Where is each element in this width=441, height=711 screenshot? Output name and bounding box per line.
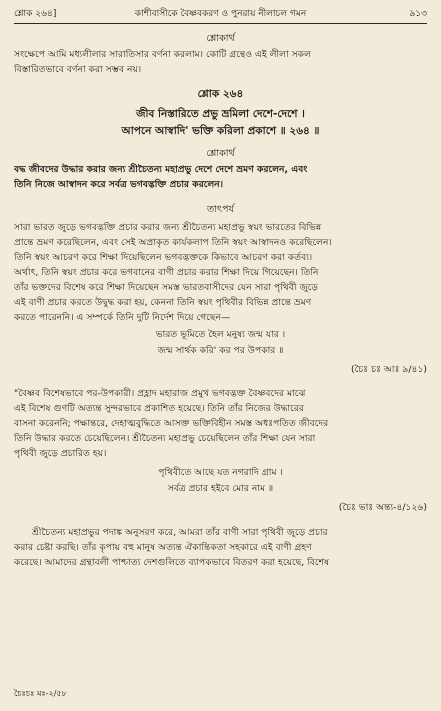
translation-heading-1: শ্লোকার্থ: [206, 33, 235, 44]
verse-text: [14, 106, 427, 140]
text-line: শ্রীচৈতন্য মহাপ্রভুর পদাঙ্ক অনুসরণ করে, আমরা তাঁর বাণী সারা পৃথিবী জুড়ে প্রচার: [32, 527, 328, 538]
purport-paragraph-1: [14, 220, 427, 325]
text-line: সারা ভারত জুড়ে ভগবদ্ভক্তি প্রচার করার জন্য শ্রীচৈতন্য মহাপ্রভু স্বয়ং ভারতের বিভিন্ন: [14, 222, 322, 233]
verse-heading: শ্লোক ২৬৪: [197, 88, 244, 100]
text-line: করার চেষ্টা করছি। তাঁর কৃপায় বহু মানুষ অত্যন্ত ঐকান্তিকতা সহকারে এই বাণী গ্রহণ: [14, 542, 312, 553]
running-header: [14, 6, 427, 22]
quote-block-2: [14, 465, 427, 497]
header-rule: [14, 23, 427, 24]
quote-line: জন্ম সার্থক করি' কর পর উপকার ॥: [157, 345, 284, 356]
text-line: তিনি স্বয়ং আচরণ করে শিক্ষা দিয়েছিলেন ভগবদ্ভক্তকে কিভাবে আচরণ করা কর্তব্য।: [14, 252, 313, 263]
text-line: করতে পারেননি। এ সম্পর্কে তিনি দুটি নির্দেশ দিয়ে গেছেন—: [14, 312, 231, 323]
text-line: বাসনা করেননি; পক্ষান্তরে, দেহাত্মবুদ্ধিতে আসক্ত ভক্তিবিহীন সমস্ত অধঃপতিত জীবদের: [14, 418, 329, 429]
purport-heading: তাৎপর্য: [207, 204, 234, 215]
text-line: করেছে। আমাদের গ্রন্থাবলী পাশ্চাত্য দেশগুলিতে ব্যাপকভাবে বিতরণ করা হয়েছে, বিশেষ: [14, 557, 330, 568]
signature-mark: চৈঃচঃ মঃ-২/৫৮: [14, 689, 67, 698]
text-line: বিস্তারিতভাবে বর্ণনা করা সম্ভব নয়।: [14, 64, 142, 75]
quote-block-1: [14, 327, 427, 359]
header-verse-ref: শ্লোক ২৬৪]: [14, 9, 57, 19]
text-line: বদ্ধ জীবদের উদ্ধার করার জন্য শ্রীচৈতন্য মহাপ্রভু দেশে দেশে ভ্রমণ করলেন, এবং: [14, 164, 308, 175]
text-line: প্রান্তে ভ্রমণ করেছিলেন, এবং সেই অপ্রাকৃত কার্যকলাপ তিনি স্বয়ং আস্বাদনও করেছিলেন।: [14, 237, 332, 248]
text-line: তাঁর ভক্তদের বিশেষ করে শিক্ষা দিয়েছেন সমস্ত ভারতবাসীদের যেন সারা পৃথিবী জুড়ে: [14, 282, 318, 293]
purport-paragraph-3: [14, 525, 427, 570]
page-number: ৯১৩: [409, 9, 427, 19]
text-line: এই বাণী প্রচার করতে উদ্বুদ্ধ করা হয়, কেননা তিনি স্বয়ং পৃথিবীর বিভিন্ন প্রান্তে ভ্রমণ: [14, 297, 312, 308]
translation-paragraph: [14, 162, 427, 192]
text-line: তিনি নিজে আস্বাদন করে সর্বত্র ভগবদ্ভক্তি প্রচার করলেন।: [14, 179, 224, 190]
quote-line: ভারত ভূমিতে হৈল মনুষ্য জন্ম যার ।: [155, 329, 286, 340]
header-chapter-title: কাশীবাসীকে বৈষ্ণবকরণ ও পুনরায় নীলাচল গমন: [134, 9, 307, 19]
summary-paragraph: [14, 47, 427, 77]
text-line: তিনি উদ্ধার করতে চেয়েছিলেন। শ্রীচৈতন্য মহাপ্রভু চেয়েছিলেন তাঁর শিক্ষা যেন সারা: [14, 433, 316, 444]
text-line: পৃথিবী জুড়ে প্রচারিত হয়।: [14, 448, 107, 459]
quote-line: সর্বত্র প্রচার হইবে মোর নাম ॥: [167, 483, 274, 494]
verse-line: জীব নিস্তারিতে প্রভু ভ্রমিলা দেশে-দেশে ।: [136, 108, 305, 120]
quote-reference-1: (চৈঃ চঃ আঃ ৯/৪১): [351, 364, 427, 375]
text-line: "বৈষ্ণব বিশেষভাবে পর-উপকারী। প্রহ্লাদ মহারাজ প্রমুখ ভগবদ্ভক্ত বৈষ্ণবদের মাঝে: [14, 388, 306, 399]
purport-paragraph-2: [14, 386, 427, 461]
text-line: এই বিশেষ গুণটি অত্যন্ত সুন্দরভাবে প্রকাশিত হয়েছে। তিনি তাঁর নিজের উদ্ধারের: [14, 403, 304, 414]
quote-reference-2: (চৈঃ ভাঃ অন্ত্য-৪/১২৬): [338, 502, 427, 513]
verse-line: আপনে আস্বাদি' ভক্তি করিলা প্রকাশে ॥ ২৬৪ ॥: [121, 125, 320, 137]
translation-heading-2: শ্লোকার্থ: [206, 148, 235, 159]
text-line: সংক্ষেপে আমি মধ্যলীলার সারাতিসার বর্ণনা করলাম। কোটি গ্রন্থেও এই লীলা সকল: [14, 49, 311, 60]
quote-line: পৃথিবীতে আছে যত নগরাদি গ্রাম ।: [158, 467, 283, 478]
text-line: অর্থাৎ, তিনি স্বয়ং প্রচার করে ভগবানের বাণী প্রচার করার শিক্ষা দিয়ে গিয়েছেন। তিনি: [14, 267, 319, 278]
